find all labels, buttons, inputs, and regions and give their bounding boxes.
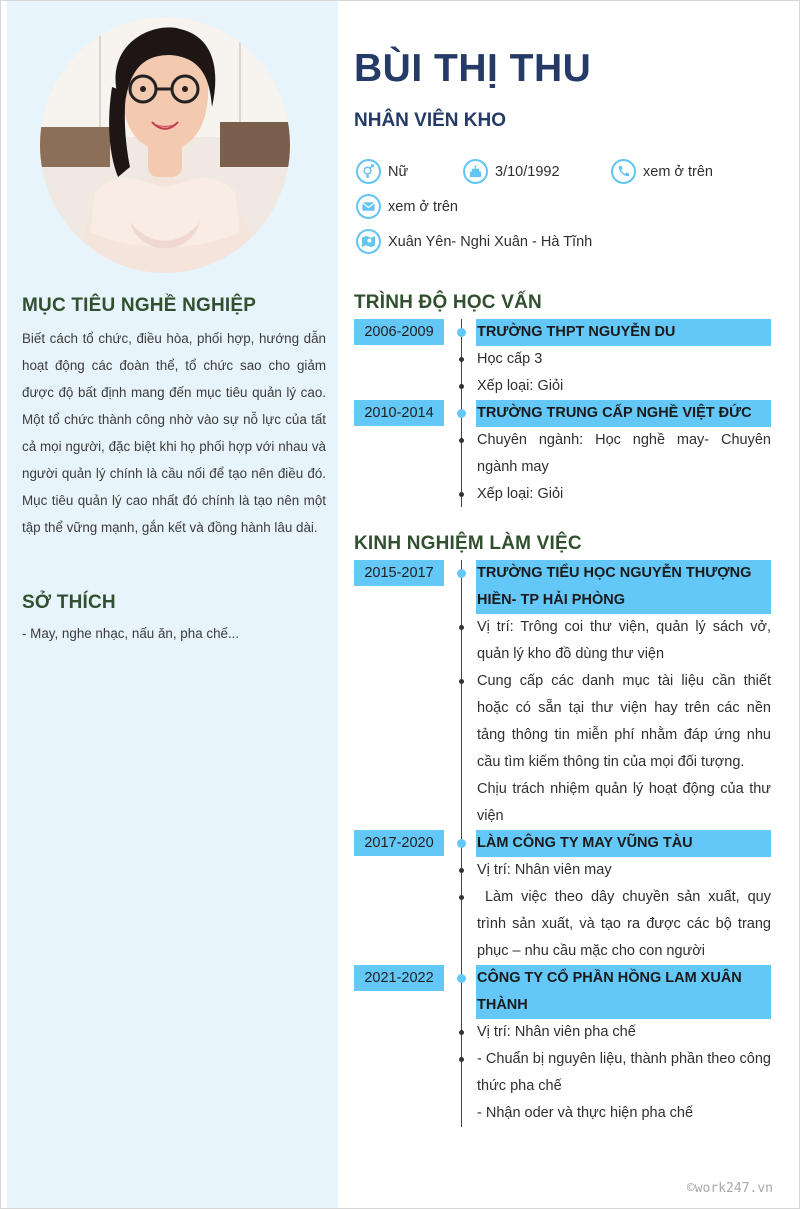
bullet-dot: [459, 1030, 464, 1035]
experience-year: 2021-2022: [354, 965, 444, 991]
education-detail: Xếp loại: Giỏi: [477, 486, 564, 502]
bullet-dot: [459, 492, 464, 497]
education-year: 2006-2009: [354, 319, 444, 345]
job-position: NHÂN VIÊN KHO: [354, 110, 507, 131]
experience-company: LÀM CÔNG TY MAY VŨNG TÀU: [476, 830, 771, 857]
watermark: ©work247.vn: [686, 1181, 773, 1196]
education-detail: Xếp loại: Giỏi: [477, 378, 564, 394]
experience-year: 2015-2017: [354, 560, 444, 586]
timeline-dot: [457, 569, 466, 578]
experience-detail: Chịu trách nhiệm quản lý hoạt động của thư viện: [477, 781, 771, 824]
experience-company: TRƯỜNG TIỂU HỌC NGUYỄN THƯỢNG HIỀN- TP HẢI PHÒNG: [476, 560, 771, 614]
experience-detail: - Chuẩn bị nguyên liệu, thành phần theo công thức pha chế: [477, 1051, 771, 1094]
experience-company: CÔNG TY CỔ PHẦN HỒNG LAM XUÂN THÀNH: [476, 965, 771, 1019]
timeline-dot: [457, 409, 466, 418]
bullet-dot: [459, 357, 464, 362]
sidebar: [7, 1, 338, 1208]
profile-photo: [40, 17, 290, 273]
experience-detail: Làm việc theo dây chuyền sản xuất, quy trình sản xuất, và tạo ra được các bộ trang phục – nhu cầu mặc cho con người: [477, 889, 776, 959]
experience-detail: Cung cấp các danh mục tài liệu cần thiết hoặc có sẵn tại thư viện hay trên các nền tảng thông tin miễn phí nhằm đáp ứng nhu cầu tìm kiếm thông tin của mọi đối tượng.: [477, 673, 771, 770]
candidate-name: BÙI THỊ THU: [354, 47, 592, 90]
bullet-dot: [459, 868, 464, 873]
education-year: 2010-2014: [354, 400, 444, 426]
experience-detail: Vị trí: Nhân viên may: [477, 862, 612, 878]
location-icon: [356, 229, 381, 254]
email-field: [356, 194, 458, 219]
bullet-dot: [459, 895, 464, 900]
address-field: [356, 229, 592, 254]
hobby-heading: SỞ THÍCH: [22, 592, 116, 613]
objective-text: Biết cách tổ chức, điều hòa, phối hợp, hướng dẫn hoạt động các đoàn thể, tổ chức sao cho giảm được độ bất định mang đến mục tiêu quản lý cao. Một tổ chức thành công nhờ vào sự nỗ lực của tất cả mọi người, đặc biệt khi họ phối hợp với nhau và người quản lý chính là cầu nối để tạo nên điều đó. Mục tiêu quản lý cao nhất đó chính là tạo nên một tập thể vững mạnh, gắn kết và đồng hành lâu dài.: [22, 331, 326, 535]
education-detail: Học cấp 3: [477, 351, 543, 367]
gender-icon: [356, 159, 381, 184]
timeline-dot: [457, 328, 466, 337]
email-icon: [356, 194, 381, 219]
timeline-dot: [457, 974, 466, 983]
education-school: TRƯỜNG TRUNG CẤP NGHỀ VIỆT ĐỨC: [476, 400, 771, 427]
gender-value: Nữ: [388, 163, 409, 180]
phone-value: xem ở trên: [643, 163, 713, 180]
objective-heading: MỤC TIÊU NGHỀ NGHIỆP: [22, 295, 257, 316]
gender-field: [356, 159, 408, 184]
birthday-field: [463, 159, 560, 184]
experience-detail: - Nhận oder và thực hiện pha chế: [477, 1105, 694, 1121]
experience-detail: Vị trí: Trông coi thư viện, quản lý sách vở, quản lý kho đồ dùng thư viện: [477, 619, 771, 662]
bullet-dot: [459, 438, 464, 443]
timeline-dot: [457, 839, 466, 848]
education-school: TRƯỜNG THPT NGUYỄN DU: [476, 319, 771, 346]
experience-detail: Vị trí: Nhân viên pha chế: [477, 1024, 636, 1040]
bullet-dot: [459, 384, 464, 389]
bullet-dot: [459, 1057, 464, 1062]
phone-icon: [611, 159, 636, 184]
hobby-text: - May, nghe nhạc, nấu ăn, pha chế...: [22, 626, 240, 641]
birthday-value: 3/10/1992: [495, 163, 560, 180]
experience-year: 2017-2020: [354, 830, 444, 856]
email-value: xem ở trên: [388, 198, 458, 215]
education-heading: TRÌNH ĐỘ HỌC VẤN: [354, 292, 542, 313]
phone-field: [611, 159, 713, 184]
address-value: Xuân Yên- Nghi Xuân - Hà Tĩnh: [388, 233, 593, 250]
experience-heading: KINH NGHIỆM LÀM VIỆC: [354, 533, 582, 554]
birthday-cake-icon: [463, 159, 488, 184]
bullet-dot: [459, 625, 464, 630]
education-detail: Chuyên ngành: Học nghề may- Chuyên ngành may: [477, 432, 771, 475]
bullet-dot: [459, 679, 464, 684]
